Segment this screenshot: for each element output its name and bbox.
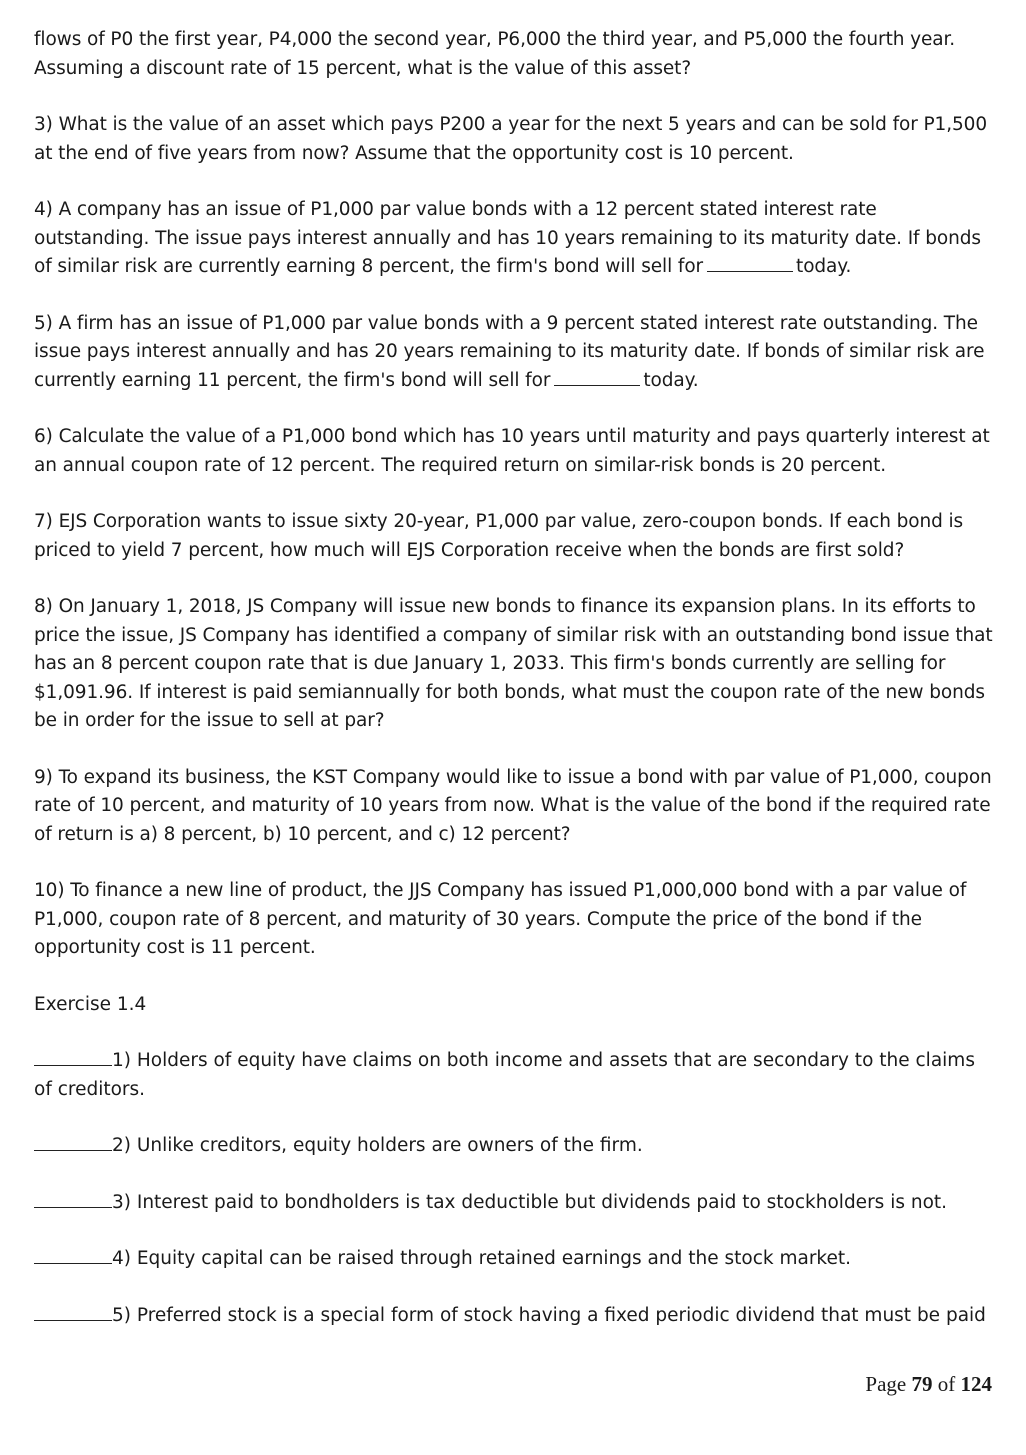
- true-false-item-text: 1) Holders of equity have claims on both income and assets that are secondary to the claims of creditors.: [34, 1050, 975, 1100]
- page-number: [865, 1372, 992, 1397]
- answer-blank: [34, 1132, 112, 1151]
- answer-blank: [34, 1189, 112, 1208]
- true-false-item-text: 3) Interest paid to bondholders is tax deductible but dividends paid to stockholders is not.: [112, 1191, 948, 1213]
- problem-2-continued: flows of P0 the first year, P4,000 the second year, P6,000 the third year, and P5,000 the fourth year. Assuming a discount rate of 15 percent, what is the value of this asset?: [34, 29, 956, 79]
- true-false-item-1: [34, 1047, 994, 1104]
- problem-4-text: 4) A company has an issue of P1,000 par value bonds with a 12 percent stated interest rate outstanding. The issue pays interest annually and has 10 years remaining to its maturity date. If bonds of similar risk are currently earning 8 percent, the firm's bond will sell for: [34, 199, 981, 277]
- problem-9: 9) To expand its business, the KST Company would like to issue a bond with par value of P1,000, coupon rate of 10 percent, and maturity of 10 years from now. What is the value of the bond if the required rate of return is a) 8 percent, b) 10 percent, and c) 12 percent?: [34, 766, 992, 845]
- true-false-item-3: [34, 1189, 994, 1218]
- problem-6: 6) Calculate the value of a P1,000 bond which has 10 years until maturity and pays quarterly interest at an annual coupon rate of 12 percent. The required return on similar-risk bonds is 20 percent.: [34, 426, 990, 476]
- answer-blank: [34, 1047, 112, 1066]
- page-prefix: Page: [865, 1372, 907, 1396]
- true-false-item-text: 5) Preferred stock is a special form of stock having a fixed periodic dividend that must be paid: [112, 1304, 986, 1326]
- problem-4: [34, 196, 994, 282]
- true-false-item-5: [34, 1302, 994, 1331]
- page-current: 79: [911, 1372, 933, 1396]
- true-false-item-text: 2) Unlike creditors, equity holders are owners of the firm.: [112, 1135, 643, 1156]
- page-total: 124: [960, 1372, 992, 1396]
- exercise-title: Exercise 1.4: [34, 993, 147, 1015]
- true-false-item-text: 4) Equity capital can be raised through retained earnings and the stock market.: [112, 1248, 851, 1269]
- problem-4-end: today.: [796, 256, 852, 277]
- answer-blank: [554, 367, 640, 386]
- page-of: of: [937, 1372, 956, 1396]
- problem-8: 8) On January 1, 2018, JS Company will issue new bonds to finance its expansion plans. In its efforts to price the issue, JS Company has identified a company of similar risk with an outstanding bond issue that has an 8 percent coupon rate that is due January 1, 2033. This firm's bonds currently are selling for $1,091.96. If interest is paid semiannually for both bonds, what must the coupon rate of the new bonds be in order for the issue to sell at par?: [34, 596, 993, 731]
- problem-3: 3) What is the value of an asset which pays P200 a year for the next 5 years and can be sold for P1,500 at the end of five years from now? Assume that the opportunity cost is 10 percent.: [34, 114, 988, 164]
- true-false-item-2: [34, 1132, 994, 1161]
- answer-blank: [34, 1302, 112, 1321]
- true-false-item-4: [34, 1245, 994, 1274]
- problem-5-end: today.: [643, 369, 699, 391]
- answer-blank: [34, 1245, 112, 1264]
- problem-10: 10) To finance a new line of product, the JJS Company has issued P1,000,000 bond with a par value of P1,000, coupon rate of 8 percent, and maturity of 30 years. Compute the price of the bond if the opportunity cost is 11 percent.: [34, 880, 967, 958]
- problem-5-text: 5) A firm has an issue of P1,000 par value bonds with a 9 percent stated interest rate outstanding. The issue pays interest annually and has 20 years remaining to its maturity date. If bonds of similar risk are currently earning 11 percent, the firm's bond will sell for: [34, 312, 985, 391]
- problem-5: [34, 310, 994, 396]
- document-page: [34, 26, 994, 1358]
- answer-blank: [707, 253, 793, 272]
- problem-7: 7) EJS Corporation wants to issue sixty 20-year, P1,000 par value, zero-coupon bonds. If each bond is priced to yield 7 percent, how much will EJS Corporation receive when the bonds are first sold?: [34, 511, 964, 561]
